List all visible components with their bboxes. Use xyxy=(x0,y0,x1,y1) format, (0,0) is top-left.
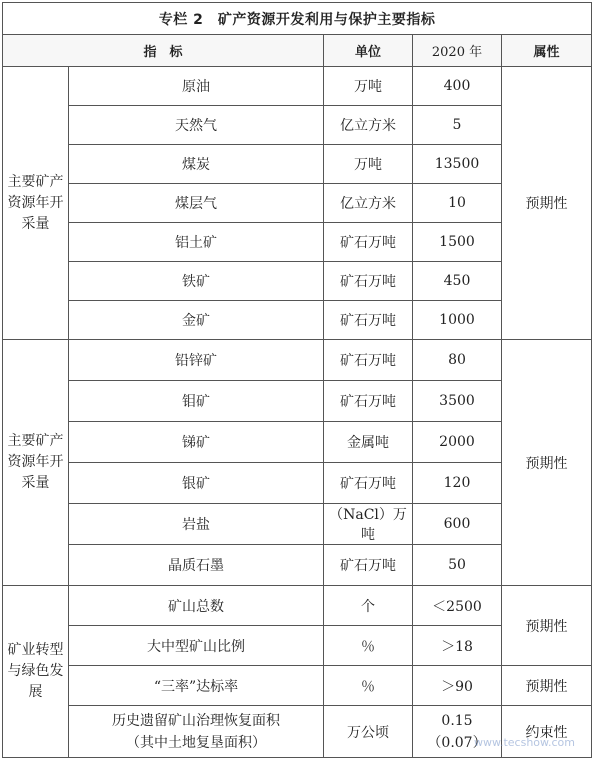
row-name: 原油 xyxy=(69,67,324,106)
row-value: ＜2500 xyxy=(413,586,502,626)
group-label: 主要矿产资源年开采量 xyxy=(3,67,69,340)
row-value: 1000 xyxy=(413,301,502,340)
row-name: 铁矿 xyxy=(69,262,324,301)
row-unit: 个 xyxy=(324,586,413,626)
row-value: 3500 xyxy=(413,381,502,422)
row-name: 矿山总数 xyxy=(69,586,324,626)
row-unit: 万公顷 xyxy=(324,706,413,758)
row-name xyxy=(69,706,324,758)
row-value: ＞90 xyxy=(413,666,502,706)
group-label: 主要矿产资源年开采量 xyxy=(3,340,69,586)
row-name: 金矿 xyxy=(69,301,324,340)
group-label: 矿业转型与绿色发展 xyxy=(3,586,69,758)
header-year: 2020 年 xyxy=(413,35,502,67)
row-value: 80 xyxy=(413,340,502,381)
row-unit: 矿石万吨 xyxy=(324,545,413,586)
row-name: 钼矿 xyxy=(69,381,324,422)
row-name: 煤炭 xyxy=(69,145,324,184)
row-unit: 矿石万吨 xyxy=(324,381,413,422)
row-name: 铅锌矿 xyxy=(69,340,324,381)
row-unit: 亿立方米 xyxy=(324,106,413,145)
row-name: 银矿 xyxy=(69,463,324,504)
row-unit: ％ xyxy=(324,626,413,666)
row-unit: 金属吨 xyxy=(324,422,413,463)
watermark: www.tecshow.com xyxy=(473,736,575,749)
row-name: 天然气 xyxy=(69,106,324,145)
row-value-line1: 0.15 xyxy=(441,712,473,729)
row-unit: （NaCl）万吨 xyxy=(324,504,413,545)
table-row xyxy=(3,666,592,706)
row-name: 大中型矿山比例 xyxy=(69,626,324,666)
row-unit: 万吨 xyxy=(324,67,413,106)
header-attr: 属性 xyxy=(502,35,592,67)
row-value: 400 xyxy=(413,67,502,106)
table-row xyxy=(3,67,592,106)
header-indicator: 指 标 xyxy=(3,35,324,67)
table-row xyxy=(3,706,592,758)
row-value: 13500 xyxy=(413,145,502,184)
group-attr: 预期性 xyxy=(502,586,592,666)
row-name: “三率”达标率 xyxy=(69,666,324,706)
row-unit: 矿石万吨 xyxy=(324,301,413,340)
row-name: 岩盐 xyxy=(69,504,324,545)
group-attr: 预期性 xyxy=(502,340,592,586)
row-name: 晶质石墨 xyxy=(69,545,324,586)
row-unit: 亿立方米 xyxy=(324,184,413,223)
header-unit: 单位 xyxy=(324,35,413,67)
row-unit: 万吨 xyxy=(324,145,413,184)
indicator-table xyxy=(2,2,592,758)
table-title: 专栏 2 矿产资源开发利用与保护主要指标 xyxy=(3,3,592,35)
group-attr: 预期性 xyxy=(502,666,592,706)
row-value: 5 xyxy=(413,106,502,145)
row-value xyxy=(413,706,502,758)
group-attr: 约束性 xyxy=(502,706,592,758)
row-unit: 矿石万吨 xyxy=(324,340,413,381)
row-name: 锑矿 xyxy=(69,422,324,463)
row-name-line2: （其中土地复垦面积） xyxy=(126,734,266,751)
row-name: 煤层气 xyxy=(69,184,324,223)
row-name-line1: 历史遗留矿山治理恢复面积 xyxy=(112,712,280,729)
row-value: ＞18 xyxy=(413,626,502,666)
row-unit: ％ xyxy=(324,666,413,706)
row-value: 2000 xyxy=(413,422,502,463)
row-value: 600 xyxy=(413,504,502,545)
row-unit: 矿石万吨 xyxy=(324,463,413,504)
row-value: 120 xyxy=(413,463,502,504)
row-value: 1500 xyxy=(413,223,502,262)
group-attr: 预期性 xyxy=(502,67,592,340)
row-value: 50 xyxy=(413,545,502,586)
row-name: 铝土矿 xyxy=(69,223,324,262)
row-value-line2: （0.07） xyxy=(427,734,487,751)
row-unit: 矿石万吨 xyxy=(324,223,413,262)
row-value: 10 xyxy=(413,184,502,223)
row-value: 450 xyxy=(413,262,502,301)
table-row xyxy=(3,340,592,381)
row-unit: 矿石万吨 xyxy=(324,262,413,301)
table-row xyxy=(3,586,592,626)
